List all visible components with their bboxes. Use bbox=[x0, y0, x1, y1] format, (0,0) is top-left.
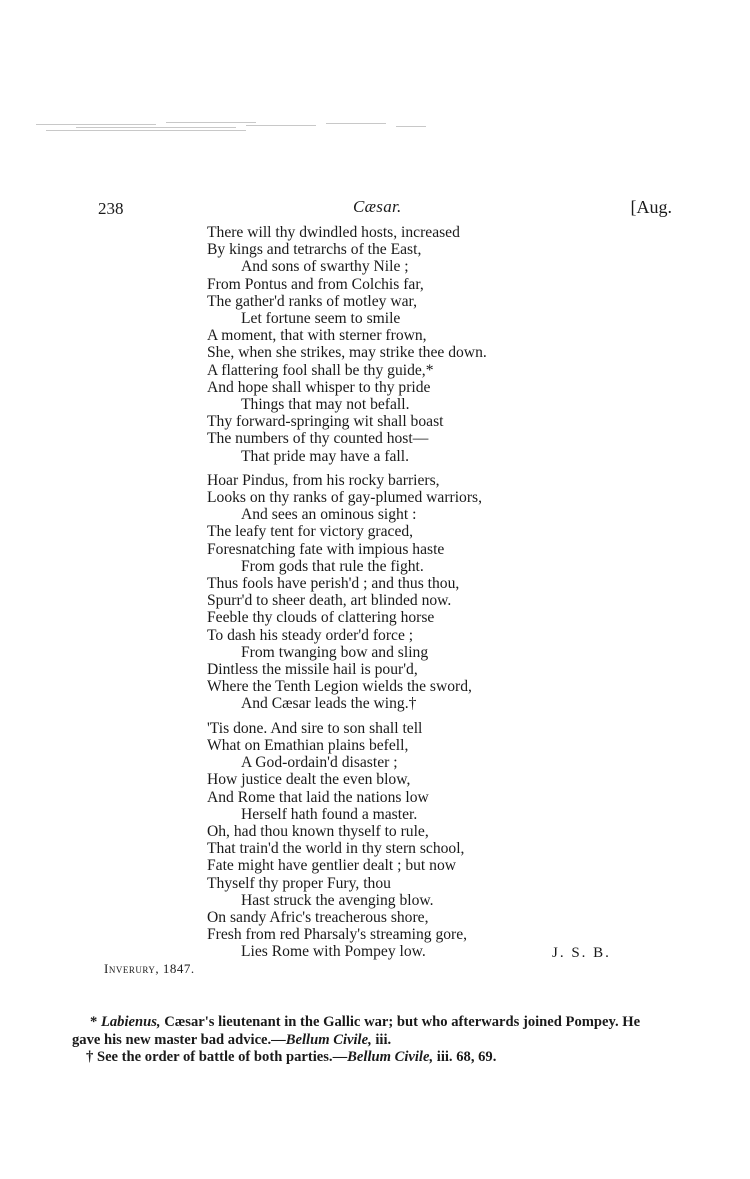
footnote-work: Bellum Civile, bbox=[285, 1031, 372, 1048]
poem-line: Hoar Pindus, from his rocky barriers, bbox=[207, 471, 440, 489]
poem bbox=[207, 224, 567, 961]
poem-line: Herself hath found a master. bbox=[241, 805, 418, 823]
footnote-work: Bellum Civile, bbox=[347, 1049, 434, 1065]
poem-line: That train'd the world in thy stern school, bbox=[207, 840, 465, 858]
footnote-marker: † bbox=[86, 1049, 97, 1065]
poem-line: Where the Tenth Legion wields the sword, bbox=[207, 678, 472, 696]
poem-line: What on Emathian plains befell, bbox=[207, 736, 409, 754]
footnote-ref: iii. 68, 69. bbox=[433, 1049, 497, 1065]
poem-line: 'Tis done. And sire to son shall tell bbox=[207, 719, 423, 737]
poem-line: A God-ordain'd disaster ; bbox=[241, 754, 398, 772]
poem-line: And Cæsar leads the wing.† bbox=[241, 695, 417, 713]
page-title: Cæsar. bbox=[353, 197, 402, 216]
poem-line: Dintless the missile hail is pour'd, bbox=[207, 661, 418, 679]
footnote-ref: iii. bbox=[371, 1031, 392, 1048]
poem-line: From twanging bow and sling bbox=[241, 643, 429, 661]
poem-line: Things that may not befall. bbox=[241, 396, 410, 414]
running-head bbox=[98, 197, 672, 227]
poem-line: Hast struck the avenging blow. bbox=[241, 891, 434, 909]
place-date bbox=[104, 961, 195, 977]
poem-line: By kings and tetrarchs of the East, bbox=[207, 241, 422, 259]
poem-line: Thyself thy proper Fury, thou bbox=[207, 874, 391, 892]
poem-line: Lies Rome with Pompey low. bbox=[241, 943, 426, 961]
poem-line: And hope shall whisper to thy pride bbox=[207, 378, 431, 396]
poem-line: The leafy tent for victory graced, bbox=[207, 523, 414, 541]
poem-line: From gods that rule the fight. bbox=[241, 557, 424, 575]
poem-line: From Pontus and from Colchis far, bbox=[207, 275, 424, 293]
poem-line: The numbers of thy counted host— bbox=[207, 430, 429, 448]
footnote-text: See the order of battle of both parties.— bbox=[96, 1049, 348, 1065]
poem-line: And Rome that laid the nations low bbox=[207, 788, 429, 806]
poem-line: Fate might have gentlier dealt ; but now bbox=[207, 857, 457, 875]
poem-line: A moment, that with sterner frown, bbox=[207, 327, 427, 345]
running-month: [Aug. bbox=[630, 197, 672, 217]
poem-stanza bbox=[207, 472, 567, 713]
poem-line: Thus fools have perish'd ; and thus thou, bbox=[207, 575, 460, 593]
poem-stanza bbox=[207, 224, 567, 465]
poem-line: Thy forward-springing wit shall boast bbox=[207, 413, 444, 431]
poem-line: Feeble thy clouds of clattering horse bbox=[207, 609, 435, 627]
poem-line: On sandy Afric's treacherous shore, bbox=[207, 908, 429, 926]
poem-line: And sees an ominous sight : bbox=[241, 506, 417, 524]
poem-line: There will thy dwindled hosts, increased bbox=[207, 224, 460, 241]
footnote-name: Labienus, bbox=[100, 1014, 161, 1030]
poem-line: And sons of swarthy Nile ; bbox=[241, 258, 409, 276]
poem-line: Fresh from red Pharsaly's streaming gore, bbox=[207, 926, 468, 944]
poem-stanza bbox=[207, 720, 567, 961]
poem-line: A flattering fool shall be thy guide,* bbox=[207, 361, 434, 379]
poem-line: Let fortune seem to smile bbox=[241, 310, 401, 328]
poem-line: To dash his steady order'd force ; bbox=[207, 626, 414, 644]
place-name: Inverury, bbox=[104, 961, 160, 976]
poem-line: Oh, had thou known thyself to rule, bbox=[207, 822, 429, 840]
scan-artifact bbox=[36, 116, 426, 138]
poem-line: How justice dealt the even blow, bbox=[207, 771, 411, 789]
footnote-marker: * bbox=[90, 1014, 101, 1030]
page-number: 238 bbox=[98, 199, 124, 218]
poem-line: Foresnatching fate with impious haste bbox=[207, 540, 445, 558]
footnote-text: Cæsar's lieutenant in the Gallic war; but who afterwards joined Pompey. He gave his new master bad advice.— bbox=[72, 1014, 641, 1048]
year: 1847. bbox=[162, 961, 195, 976]
footnote-battle-order bbox=[72, 1049, 664, 1067]
poem-line: Looks on thy ranks of gay-plumed warriors, bbox=[207, 489, 482, 507]
poem-line: The gather'd ranks of motley war, bbox=[207, 292, 418, 310]
poem-line: Spurr'd to sheer death, art blinded now. bbox=[207, 592, 452, 610]
author-signature: J. S. B. bbox=[552, 945, 611, 961]
footnotes bbox=[72, 1014, 664, 1067]
poem-line: That pride may have a fall. bbox=[241, 447, 409, 465]
poem-line: She, when she strikes, may strike thee down. bbox=[207, 344, 487, 362]
footnote-labienus bbox=[72, 1014, 664, 1049]
